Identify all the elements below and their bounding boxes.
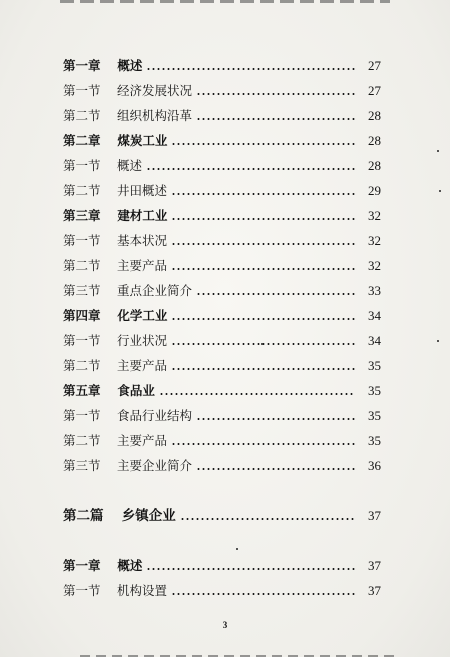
toc-entry-section bbox=[63, 104, 381, 124]
toc-entry-section bbox=[63, 79, 381, 99]
toc-entry-title: 第二节 主要产品 bbox=[63, 433, 167, 448]
dot-leader bbox=[171, 593, 355, 595]
dot-leader bbox=[171, 243, 355, 245]
dot-leader bbox=[146, 168, 355, 170]
dot-leader bbox=[196, 418, 355, 420]
toc-entry-section bbox=[63, 279, 381, 299]
dot-leader bbox=[146, 68, 355, 70]
scan-speck bbox=[437, 150, 439, 152]
page-number: 3 bbox=[222, 620, 228, 630]
dot-leader bbox=[171, 143, 355, 145]
dot-leader bbox=[171, 218, 355, 220]
toc-entry-page: 33 bbox=[368, 283, 381, 298]
toc-entry-title: 第二章 煤炭工业 bbox=[63, 133, 168, 148]
toc-entry-page: 35 bbox=[368, 433, 381, 448]
toc-entry-title: 第二节 主要产品 bbox=[63, 358, 167, 373]
toc-entry-page: 35 bbox=[368, 358, 381, 373]
toc-entry-chapter bbox=[63, 379, 381, 399]
dot-leader bbox=[196, 93, 355, 95]
scan-speck bbox=[236, 548, 238, 550]
toc-entry-title: 第三节 重点企业简介 bbox=[63, 283, 192, 298]
toc-entry-page: 36 bbox=[368, 458, 381, 473]
toc-entry-title: 第三节 主要企业简介 bbox=[63, 458, 192, 473]
dot-leader bbox=[171, 318, 355, 320]
dot-leader bbox=[196, 118, 355, 120]
toc-entry-title: 第一节 行业状况 bbox=[63, 333, 167, 348]
toc-entry-page: 37 bbox=[368, 558, 381, 573]
toc-entry-title: 第四章 化学工业 bbox=[63, 308, 168, 323]
toc-entry-title: 第二节 主要产品 bbox=[63, 258, 167, 273]
toc-entry-title: 第二节 井田概述 bbox=[63, 183, 167, 198]
toc-entry-page: 32 bbox=[368, 233, 381, 248]
toc-entry-section bbox=[63, 154, 381, 174]
toc-entry-chapter bbox=[63, 54, 381, 74]
toc-entry-section bbox=[63, 179, 381, 199]
toc-entry-page: 37 bbox=[368, 583, 381, 598]
scan-top-edge bbox=[60, 0, 390, 3]
dot-leader bbox=[171, 268, 355, 270]
toc-entry-page: 27 bbox=[368, 83, 381, 98]
toc-entry-section bbox=[63, 329, 381, 349]
scan-speck bbox=[261, 343, 263, 345]
toc-entry-section bbox=[63, 579, 381, 599]
toc-entry-title: 第一章 概述 bbox=[63, 58, 143, 73]
toc-entry-title: 第一节 概述 bbox=[63, 158, 142, 173]
toc-entry-page: 28 bbox=[368, 133, 381, 148]
toc-entry-title: 第一节 机构设置 bbox=[63, 583, 167, 598]
toc-entry-page: 27 bbox=[368, 58, 381, 73]
toc-entry-title: 第一章 概述 bbox=[63, 558, 143, 573]
dot-leader bbox=[196, 468, 355, 470]
toc-entry-section bbox=[63, 429, 381, 449]
toc-entry-section bbox=[63, 254, 381, 274]
toc-entry-page: 35 bbox=[368, 408, 381, 423]
toc-entry-page: 28 bbox=[368, 108, 381, 123]
dot-leader bbox=[171, 193, 355, 195]
toc-entry-title: 第二节 组织机构沿革 bbox=[63, 108, 192, 123]
dot-leader bbox=[159, 393, 355, 395]
dot-leader bbox=[196, 293, 355, 295]
toc-entry-title: 第三章 建材工业 bbox=[63, 208, 168, 223]
toc-entry-page: 34 bbox=[368, 308, 381, 323]
dot-leader bbox=[146, 568, 355, 570]
toc-entry-section bbox=[63, 454, 381, 474]
dot-leader bbox=[171, 443, 355, 445]
toc-entry-title: 第五章 食品业 bbox=[63, 383, 155, 398]
scan-speck bbox=[439, 190, 441, 192]
toc-entry-part bbox=[63, 504, 381, 524]
toc-entry-title: 第二篇 乡镇企业 bbox=[63, 508, 176, 524]
scan-speck bbox=[437, 340, 439, 342]
toc-entry-page: 32 bbox=[368, 208, 381, 223]
toc-entry-page: 35 bbox=[368, 383, 381, 398]
toc-entry-page: 28 bbox=[368, 158, 381, 173]
toc-entry-page: 34 bbox=[368, 333, 381, 348]
toc-entry-page: 29 bbox=[368, 183, 381, 198]
dot-leader bbox=[180, 518, 355, 520]
toc-entry-chapter bbox=[63, 129, 381, 149]
toc-entry-page: 32 bbox=[368, 258, 381, 273]
toc-entry-title: 第一节 基本状况 bbox=[63, 233, 167, 248]
toc-entry-title: 第一节 食品行业结构 bbox=[63, 408, 192, 423]
dot-leader bbox=[171, 368, 355, 370]
toc-entry-chapter bbox=[63, 304, 381, 324]
toc-entry-section bbox=[63, 404, 381, 424]
toc-entry-chapter bbox=[63, 204, 381, 224]
toc-entry-section bbox=[63, 229, 381, 249]
toc-entry-section bbox=[63, 354, 381, 374]
toc-entry-title: 第一节 经济发展状况 bbox=[63, 83, 192, 98]
toc-entry-chapter bbox=[63, 554, 381, 574]
toc-entry-page: 37 bbox=[368, 508, 381, 523]
